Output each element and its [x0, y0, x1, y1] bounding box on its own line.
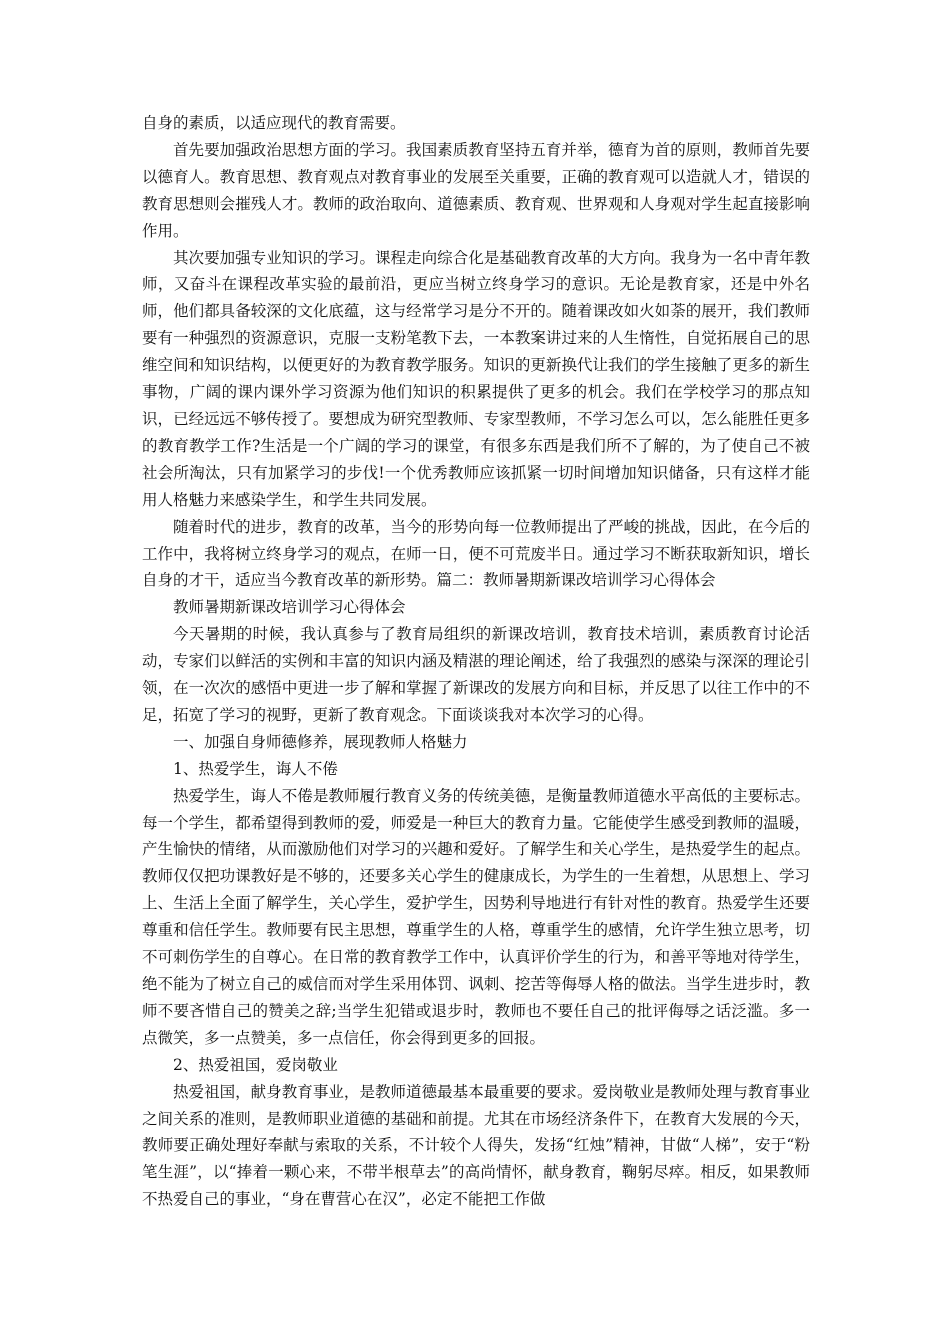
subheading-1: 1、热爱学生，诲人不倦: [173, 759, 338, 778]
document-page: [142, 110, 810, 1213]
paragraph-11: 热爱祖国，献身教育事业，是教师道德最基本最重要的要求。爱岗敬业是教师处理与教育事业之间关系的准则，是教师职业道德的基础和前提。尤其在市场经济条件下，在教育大发展的今天，教师要正确处理好奉献与索取的关系，不计较个人得失，发扬“红烛”精神，甘做“人梯”，安于“粉笔生涯”，以“捧着一颗心来，不带半根草去”的高尚情怀，献身教育，鞠躬尽瘁。相反，如果教师不热爱自己的事业，“身在曹营心在汉”，必定不能把工作做: [142, 1082, 810, 1209]
heading-1: 一、加强自身师德修养，展现教师人格魅力: [173, 732, 468, 751]
paragraph-6: 今天暑期的时候，我认真参与了教育局组织的新课改培训，教育技术培训，素质教育讨论活动，专家们以鲜活的实例和丰富的知识内涵及精湛的理论阐述，给了我强烈的感染与深深的理论引领，在一次次的感悟中更进一步了解和掌握了新课改的发展方向和目标，并反思了以往工作中的不足，拓宽了学习的视野，更新了教育观念。下面谈谈我对本次学习的心得。: [142, 625, 810, 724]
section-title: 教师暑期新课改培训学习心得体会: [173, 598, 406, 617]
subheading-2: 2、热爱祖国，爱岗敬业: [173, 1055, 338, 1074]
paragraph-3: 其次要加强专业知识的学习。课程走向综合化是基础教育改革的大方向。我身为一名中青年教师，又奋斗在课程改革实验的最前沿，更应当树立终身学习的意识。无论是教育家，还是中外名师，他们都具备较深的文化底蕴，这与经常学习是分不开的。随着课改如火如荼的展开，我们教师要有一种强烈的资源意识，克服一支粉笔教下去，一本教案讲过来的人生惰性，自觉拓展自己的思维空间和知识结构，以便更好的为教育教学服务。知识的更新换代让我们的学生接触了更多的新生事物，广阔的课内课外学习资源为他们知识的积累提供了更多的机会。我们在学校学习的那点知识，已经远远不够传授了。要想成为研究型教师、专家型教师，不学习怎么可以，怎么能胜任更多的教育教学工作?生活是一个广阔的学习的课堂，有很多东西是我们所不了解的，为了使自己不被社会所淘汰，只有加紧学习的步伐!一个优秀教师应该抓紧一切时间增加知识储备，只有这样才能用人格魅力来感染学生，和学生共同发展。: [142, 248, 810, 509]
paragraph-9: 热爱学生，诲人不倦是教师履行教育义务的传统美德，是衡量教师道德水平高低的主要标志。每一个学生，都希望得到教师的爱，师爱是一种巨大的教育力量。它能使学生感受到教师的温暖，产生愉快的情绪，从而激励他们对学习的兴趣和爱好。了解学生和关心学生，是热爱学生的起点。教师仅仅把功课教好是不够的，还要多关心学生的健康成长，为学生的一生着想，从思想上、学习上、生活上全面了解学生，关心学生，爱护学生，因势利导地进行有针对性的教育。热爱学生还要尊重和信任学生。教师要有民主思想，尊重学生的人格，尊重学生的感情，允许学生独立思考，切不可刺伤学生的自尊心。在日常的教育教学工作中，认真评价学生的行为，和善平等地对待学生，绝不能为了树立自己的威信而对学生采用体罚、讽刺、挖苦等侮辱人格的做法。当学生进步时，教师不要吝惜自己的赞美之辞;当学生犯错或退步时，教师也不要任自己的批评侮辱之话泛滥。多一点微笑，多一点赞美，多一点信任，你会得到更多的回报。: [142, 786, 810, 1047]
paragraph-1: 自身的素质，以适应现代的教育需要。: [142, 114, 406, 132]
paragraph-2: 首先要加强政治思想方面的学习。我国素质教育坚持五育并举，德育为首的原则，教师首先要以德育人。教育思想、教育观点对教育事业的发展至关重要，正确的教育观可以造就人才，错误的教育思想则会摧残人才。教师的政治取向、道德素质、教育观、世界观和人身观对学生起直接影响作用。: [142, 140, 810, 240]
paragraph-4: 随着时代的进步，教育的改革，当今的形势向每一位教师提出了严峻的挑战，因此，在今后的工作中，我将树立终身学习的观点，在师一日，便不可荒废半日。通过学习不断获取新知识，增长自身的才干，适应当今教育改革的新形势。篇二：教师暑期新课改培训学习心得体会: [142, 517, 810, 590]
